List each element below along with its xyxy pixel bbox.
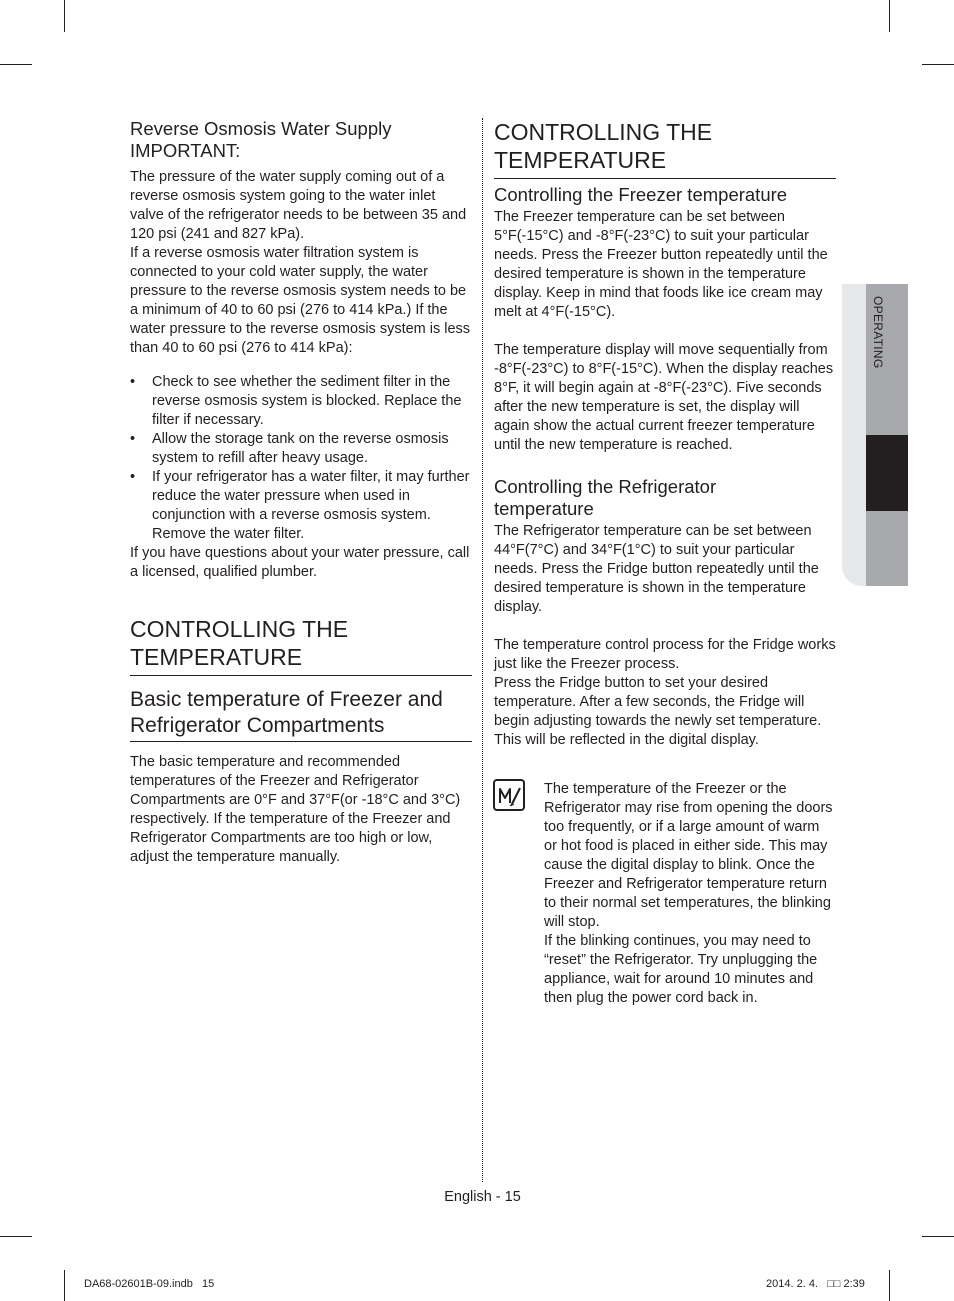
basic-temperature-paragraph: The basic temperature and recommended temperatures of the Freezer and Refrigerator Compartments are 0°F and 37°F(or -18°C and 3°C) respectively. If the temperature of the Freezer and Refrigerator Compartments are too high or low, adjust the temperature manually. <box>130 754 461 865</box>
ro-heading-line-1: Reverse Osmosis Water Supply <box>130 118 392 139</box>
ro-paragraph-3: If you have questions about your water pressure, call a licensed, qualified plumber. <box>130 545 470 580</box>
crop-mark <box>889 1270 890 1301</box>
ro-heading <box>130 118 472 162</box>
freezer-paragraph-2: The temperature display will move sequentially from -8°F(-23°C) to 8°F(-15°C). When the display reaches 8°F, it will begin again at -8°F(-23°C). Five seconds after the new temperature is set, the display will again show the actual current freezer temperature until the new temperature is reached. <box>494 342 834 453</box>
list-item: • Check to see whether the sediment filter in the reverse osmosis system is blocked. Replace the filter if necessary. <box>130 373 472 430</box>
file-name: DA68-02601B-09.indb 15 <box>84 1278 215 1290</box>
side-tab-block <box>866 511 908 586</box>
page-number: English - 15 <box>444 1189 521 1205</box>
ro-paragraph-1: The pressure of the water supply coming out of a reverse osmosis system going to the water inlet valve of the refrigerator needs to be between 35 and 120 psi (241 and 827 kPa). <box>130 169 467 242</box>
list-item: • Allow the storage tank on the reverse osmosis system to refill after heavy usage. <box>130 430 472 468</box>
ro-bullet-list <box>130 373 472 544</box>
crop-mark <box>0 1236 32 1237</box>
crop-mark <box>922 1236 954 1237</box>
fridge-paragraph-1: The Refrigerator temperature can be set between 44°F(7°C) and 34°F(1°C) to suit your particular needs. Press the Fridge button repeatedly until the desired temperature is shown in the temperature display. <box>494 523 819 615</box>
section-title-right: CONTROLLING THE TEMPERATURE <box>494 118 836 179</box>
column-divider <box>482 118 483 1182</box>
crop-mark <box>64 1270 65 1301</box>
note-text <box>544 780 836 1008</box>
crop-mark <box>64 0 65 32</box>
freezer-paragraph-1: The Freezer temperature can be set between 5°F(-15°C) and -8°F(-23°C) to suit your particular needs. Press the Freezer button repeatedly until the desired temperature is shown in the temperature display. Keep in mind that foods like ice cream may melt at 4°F(-15°C). <box>494 209 828 320</box>
fridge-heading: Controlling the Refrigerator temperature <box>494 476 717 519</box>
crop-mark <box>922 64 954 65</box>
right-column <box>494 118 836 750</box>
note-paragraph-2: If the blinking continues, you may need to “reset” the Refrigerator. Try unplugging the appliance, wait for around 10 minutes and then plug the power cord back in. <box>544 933 818 1006</box>
crop-mark <box>0 64 32 65</box>
print-stamp: 2014. 2. 4. □□ 2:39 <box>766 1278 865 1290</box>
freezer-heading: Controlling the Freezer temperature <box>494 184 788 205</box>
basic-temperature-heading: Basic temperature of Freezer and Refrigerator Compartments <box>130 687 472 742</box>
section-title-left: CONTROLLING THE TEMPERATURE <box>130 615 472 676</box>
side-tab-active-block <box>866 435 908 511</box>
fridge-paragraph-2: The temperature control process for the Fridge works just like the Freezer process. <box>494 637 836 672</box>
left-column <box>130 118 472 867</box>
note-paragraph-1: The temperature of the Freezer or the Refrigerator may rise from opening the doors too frequently, or if a large amount of warm or hot food is placed in either side. This may cause the digital display to blink. Once the Freezer and Refrigerator temperature return to their normal set temperatures, the blinking will stop. <box>544 781 833 930</box>
side-tab-label: OPERATING <box>871 296 885 369</box>
crop-mark <box>889 0 890 32</box>
note-pencil-icon <box>493 779 525 811</box>
fridge-paragraph-3: Press the Fridge button to set your desired temperature. After a few seconds, the Fridge will begin adjusting towards the newly set temperature. This will be reflected in the digital display. <box>494 675 822 748</box>
list-item: • If your refrigerator has a water filter, it may further reduce the water pressure when used in conjunction with a reverse osmosis system. Remove the water filter. <box>130 468 472 544</box>
ro-heading-line-2: IMPORTANT: <box>130 140 241 161</box>
ro-paragraph-2: If a reverse osmosis water filtration system is connected to your cold water supply, the water pressure to the reverse osmosis system needs to be a minimum of 40 to 60 psi (276 to 414 kPa.) If the water pressure to the reverse osmosis system is less than 40 to 60 psi (276 to 414 kPa): <box>130 245 471 356</box>
